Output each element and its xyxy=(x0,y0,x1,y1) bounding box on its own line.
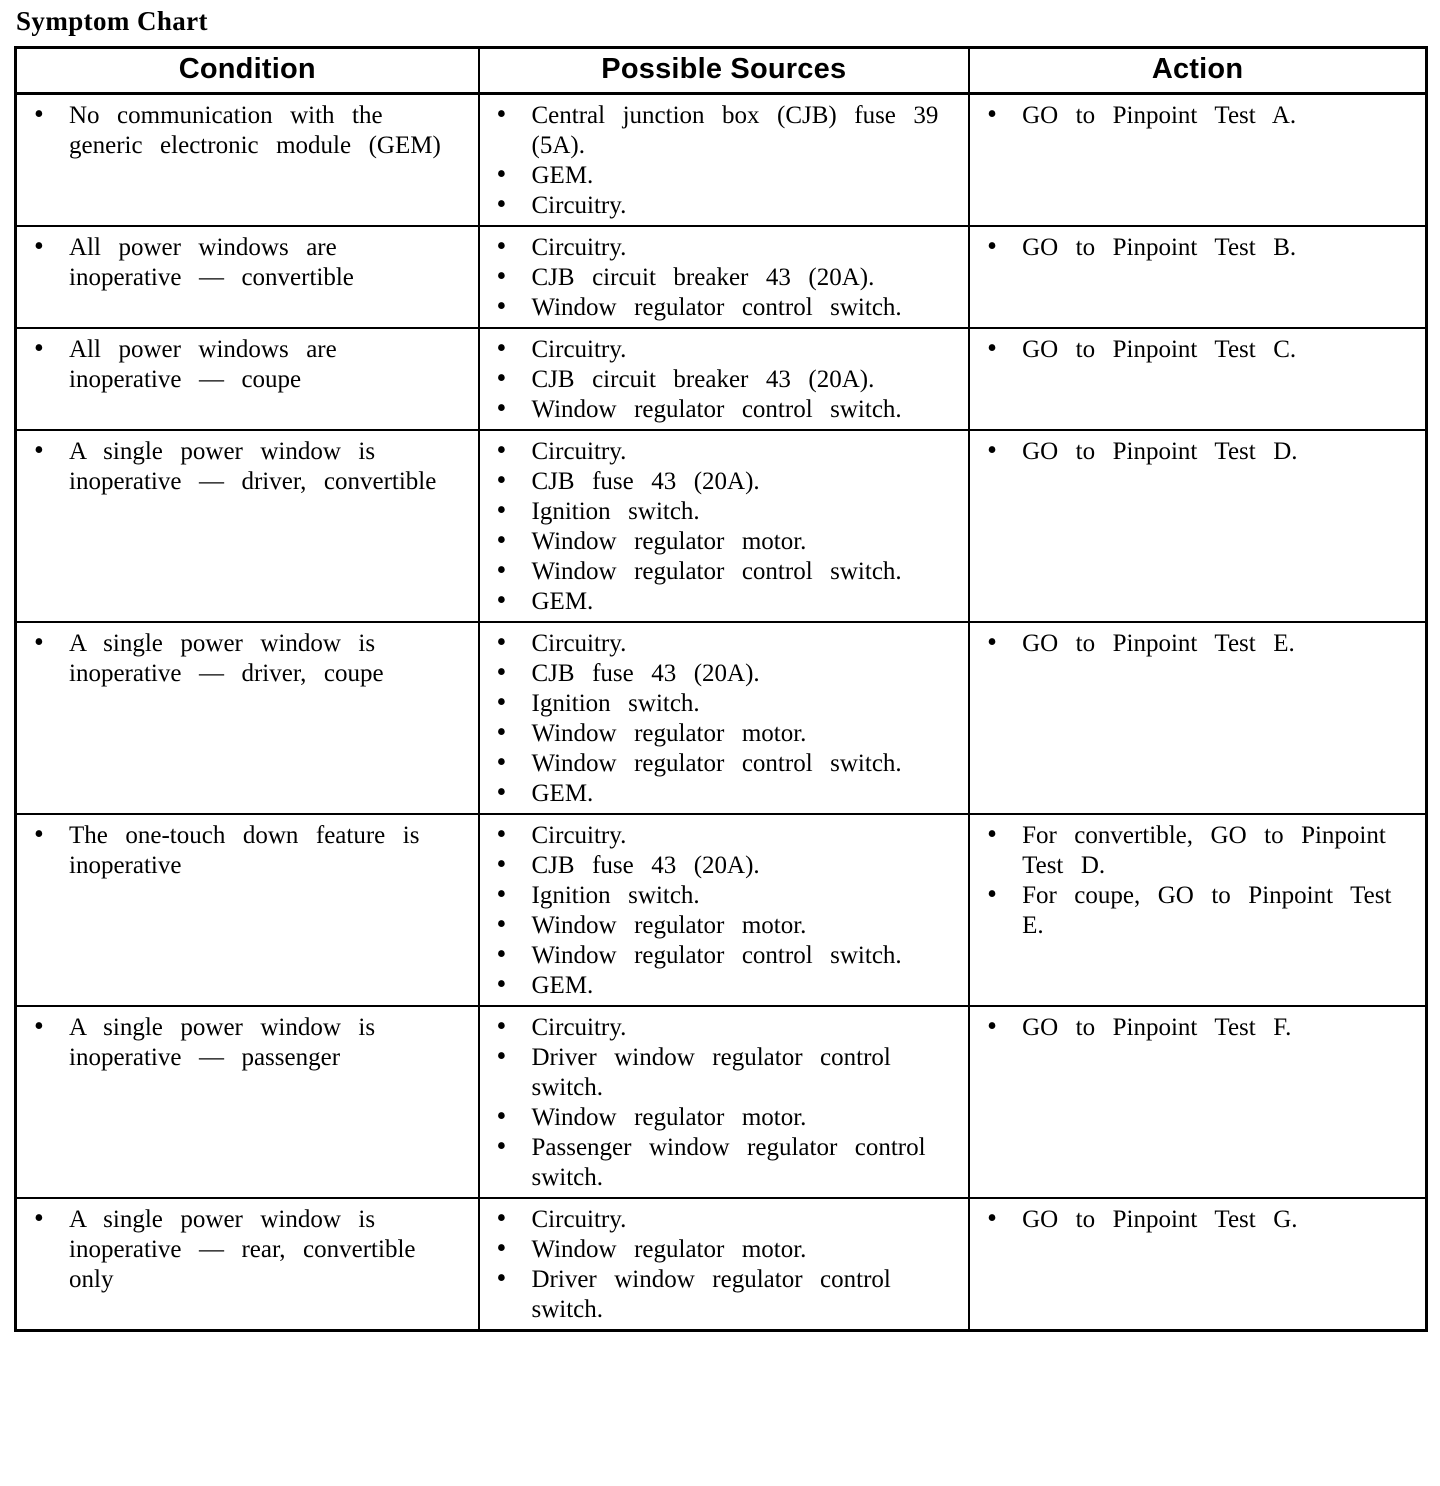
bullet-item: • A single power window is inoperative — passenger xyxy=(17,1013,456,1073)
bullet-item: • All power windows are inoperative — convertible xyxy=(17,233,456,293)
bullet-item: • GO to Pinpoint Test F. xyxy=(970,1013,1403,1043)
condition-cell xyxy=(16,1006,479,1198)
bullet-item: • Ignition switch. xyxy=(480,497,947,527)
sources-cell xyxy=(479,328,970,430)
action-list xyxy=(970,629,1403,659)
sources-list xyxy=(480,1013,947,1193)
action-list xyxy=(970,1205,1403,1235)
action-cell xyxy=(969,226,1426,328)
condition-list xyxy=(17,335,456,395)
condition-list xyxy=(17,821,456,881)
bullet-item: • For coupe, GO to Pinpoint Test E. xyxy=(970,881,1403,941)
bullet-item: • The one-touch down feature is inoperative xyxy=(17,821,456,881)
table-row xyxy=(16,622,1427,814)
bullet-item: • Ignition switch. xyxy=(480,689,947,719)
condition-list xyxy=(17,629,456,689)
action-cell xyxy=(969,94,1426,227)
bullet-item: • Window regulator motor. xyxy=(480,719,947,749)
sources-cell xyxy=(479,226,970,328)
bullet-item: • GEM. xyxy=(480,587,947,617)
bullet-item: • GEM. xyxy=(480,161,947,191)
bullet-item: • Window regulator control switch. xyxy=(480,395,947,425)
bullet-item: • Ignition switch. xyxy=(480,881,947,911)
action-cell xyxy=(969,1198,1426,1331)
symptom-table xyxy=(14,46,1428,1332)
table-row xyxy=(16,94,1427,227)
table-row xyxy=(16,814,1427,1006)
header-row xyxy=(16,48,1427,94)
sources-list xyxy=(480,437,947,617)
bullet-item: • No communication with the generic electronic module (GEM) xyxy=(17,101,456,161)
bullet-item: • GEM. xyxy=(480,779,947,809)
bullet-item: • GO to Pinpoint Test D. xyxy=(970,437,1403,467)
table-row xyxy=(16,328,1427,430)
bullet-item: • A single power window is inoperative — driver, convertible xyxy=(17,437,456,497)
action-cell xyxy=(969,622,1426,814)
condition-cell xyxy=(16,622,479,814)
action-list xyxy=(970,233,1403,263)
bullet-item: • All power windows are inoperative — coupe xyxy=(17,335,456,395)
sources-list xyxy=(480,101,947,221)
bullet-item: • GO to Pinpoint Test A. xyxy=(970,101,1403,131)
header-possible-sources: Possible Sources xyxy=(479,48,970,94)
sources-list xyxy=(480,1205,947,1325)
bullet-item: • GEM. xyxy=(480,971,947,1001)
bullet-item: • Circuitry. xyxy=(480,437,947,467)
action-list xyxy=(970,821,1403,941)
bullet-item: • Window regulator motor. xyxy=(480,1235,947,1265)
bullet-item: • Window regulator control switch. xyxy=(480,941,947,971)
bullet-item: • GO to Pinpoint Test G. xyxy=(970,1205,1403,1235)
table-body xyxy=(16,94,1427,1331)
bullet-item: • For convertible, GO to Pinpoint Test D. xyxy=(970,821,1403,881)
bullet-item: • Circuitry. xyxy=(480,1013,947,1043)
bullet-item: • Circuitry. xyxy=(480,821,947,851)
sources-cell xyxy=(479,430,970,622)
condition-cell xyxy=(16,814,479,1006)
action-list xyxy=(970,437,1403,467)
condition-cell xyxy=(16,430,479,622)
sources-list xyxy=(480,335,947,425)
table-row xyxy=(16,430,1427,622)
table-header xyxy=(16,48,1427,94)
bullet-item: • Circuitry. xyxy=(480,1205,947,1235)
table-row xyxy=(16,226,1427,328)
sources-cell xyxy=(479,94,970,227)
bullet-item: • Driver window regulator control switch. xyxy=(480,1265,947,1325)
condition-cell xyxy=(16,328,479,430)
bullet-item: • Circuitry. xyxy=(480,629,947,659)
bullet-item: • GO to Pinpoint Test E. xyxy=(970,629,1403,659)
sources-cell xyxy=(479,1006,970,1198)
bullet-item: • Circuitry. xyxy=(480,233,947,263)
bullet-item: • Window regulator motor. xyxy=(480,527,947,557)
bullet-item: • Window regulator control switch. xyxy=(480,293,947,323)
bullet-item: • CJB fuse 43 (20A). xyxy=(480,851,947,881)
table-row xyxy=(16,1006,1427,1198)
action-list xyxy=(970,1013,1403,1043)
header-action: Action xyxy=(969,48,1426,94)
bullet-item: • CJB fuse 43 (20A). xyxy=(480,467,947,497)
bullet-item: • Circuitry. xyxy=(480,335,947,365)
action-list xyxy=(970,101,1403,131)
condition-cell xyxy=(16,226,479,328)
bullet-item: • Passenger window regulator control switch. xyxy=(480,1133,947,1193)
bullet-item: • GO to Pinpoint Test C. xyxy=(970,335,1403,365)
sources-cell xyxy=(479,814,970,1006)
bullet-item: • Window regulator control switch. xyxy=(480,749,947,779)
condition-list xyxy=(17,101,456,161)
condition-cell xyxy=(16,1198,479,1331)
condition-list xyxy=(17,1205,456,1295)
bullet-item: • CJB circuit breaker 43 (20A). xyxy=(480,263,947,293)
action-list xyxy=(970,335,1403,365)
sources-list xyxy=(480,233,947,323)
action-cell xyxy=(969,1006,1426,1198)
bullet-item: • Driver window regulator control switch. xyxy=(480,1043,947,1103)
header-condition: Condition xyxy=(16,48,479,94)
sources-list xyxy=(480,629,947,809)
bullet-item: • Window regulator control switch. xyxy=(480,557,947,587)
bullet-item: • Window regulator motor. xyxy=(480,1103,947,1133)
action-cell xyxy=(969,814,1426,1006)
condition-list xyxy=(17,233,456,293)
bullet-item: • Circuitry. xyxy=(480,191,947,221)
condition-list xyxy=(17,1013,456,1073)
table-row xyxy=(16,1198,1427,1331)
condition-cell xyxy=(16,94,479,227)
sources-cell xyxy=(479,622,970,814)
action-cell xyxy=(969,328,1426,430)
bullet-item: • Central junction box (CJB) fuse 39 (5A). xyxy=(480,101,947,161)
bullet-item: • Window regulator motor. xyxy=(480,911,947,941)
bullet-item: • CJB circuit breaker 43 (20A). xyxy=(480,365,947,395)
condition-list xyxy=(17,437,456,497)
page-title: Symptom Chart xyxy=(16,6,208,36)
bullet-item: • GO to Pinpoint Test B. xyxy=(970,233,1403,263)
bullet-item: • A single power window is inoperative — rear, convertible only xyxy=(17,1205,456,1295)
bullet-item: • A single power window is inoperative — driver, coupe xyxy=(17,629,456,689)
bullet-item: • CJB fuse 43 (20A). xyxy=(480,659,947,689)
sources-list xyxy=(480,821,947,1001)
action-cell xyxy=(969,430,1426,622)
sources-cell xyxy=(479,1198,970,1331)
